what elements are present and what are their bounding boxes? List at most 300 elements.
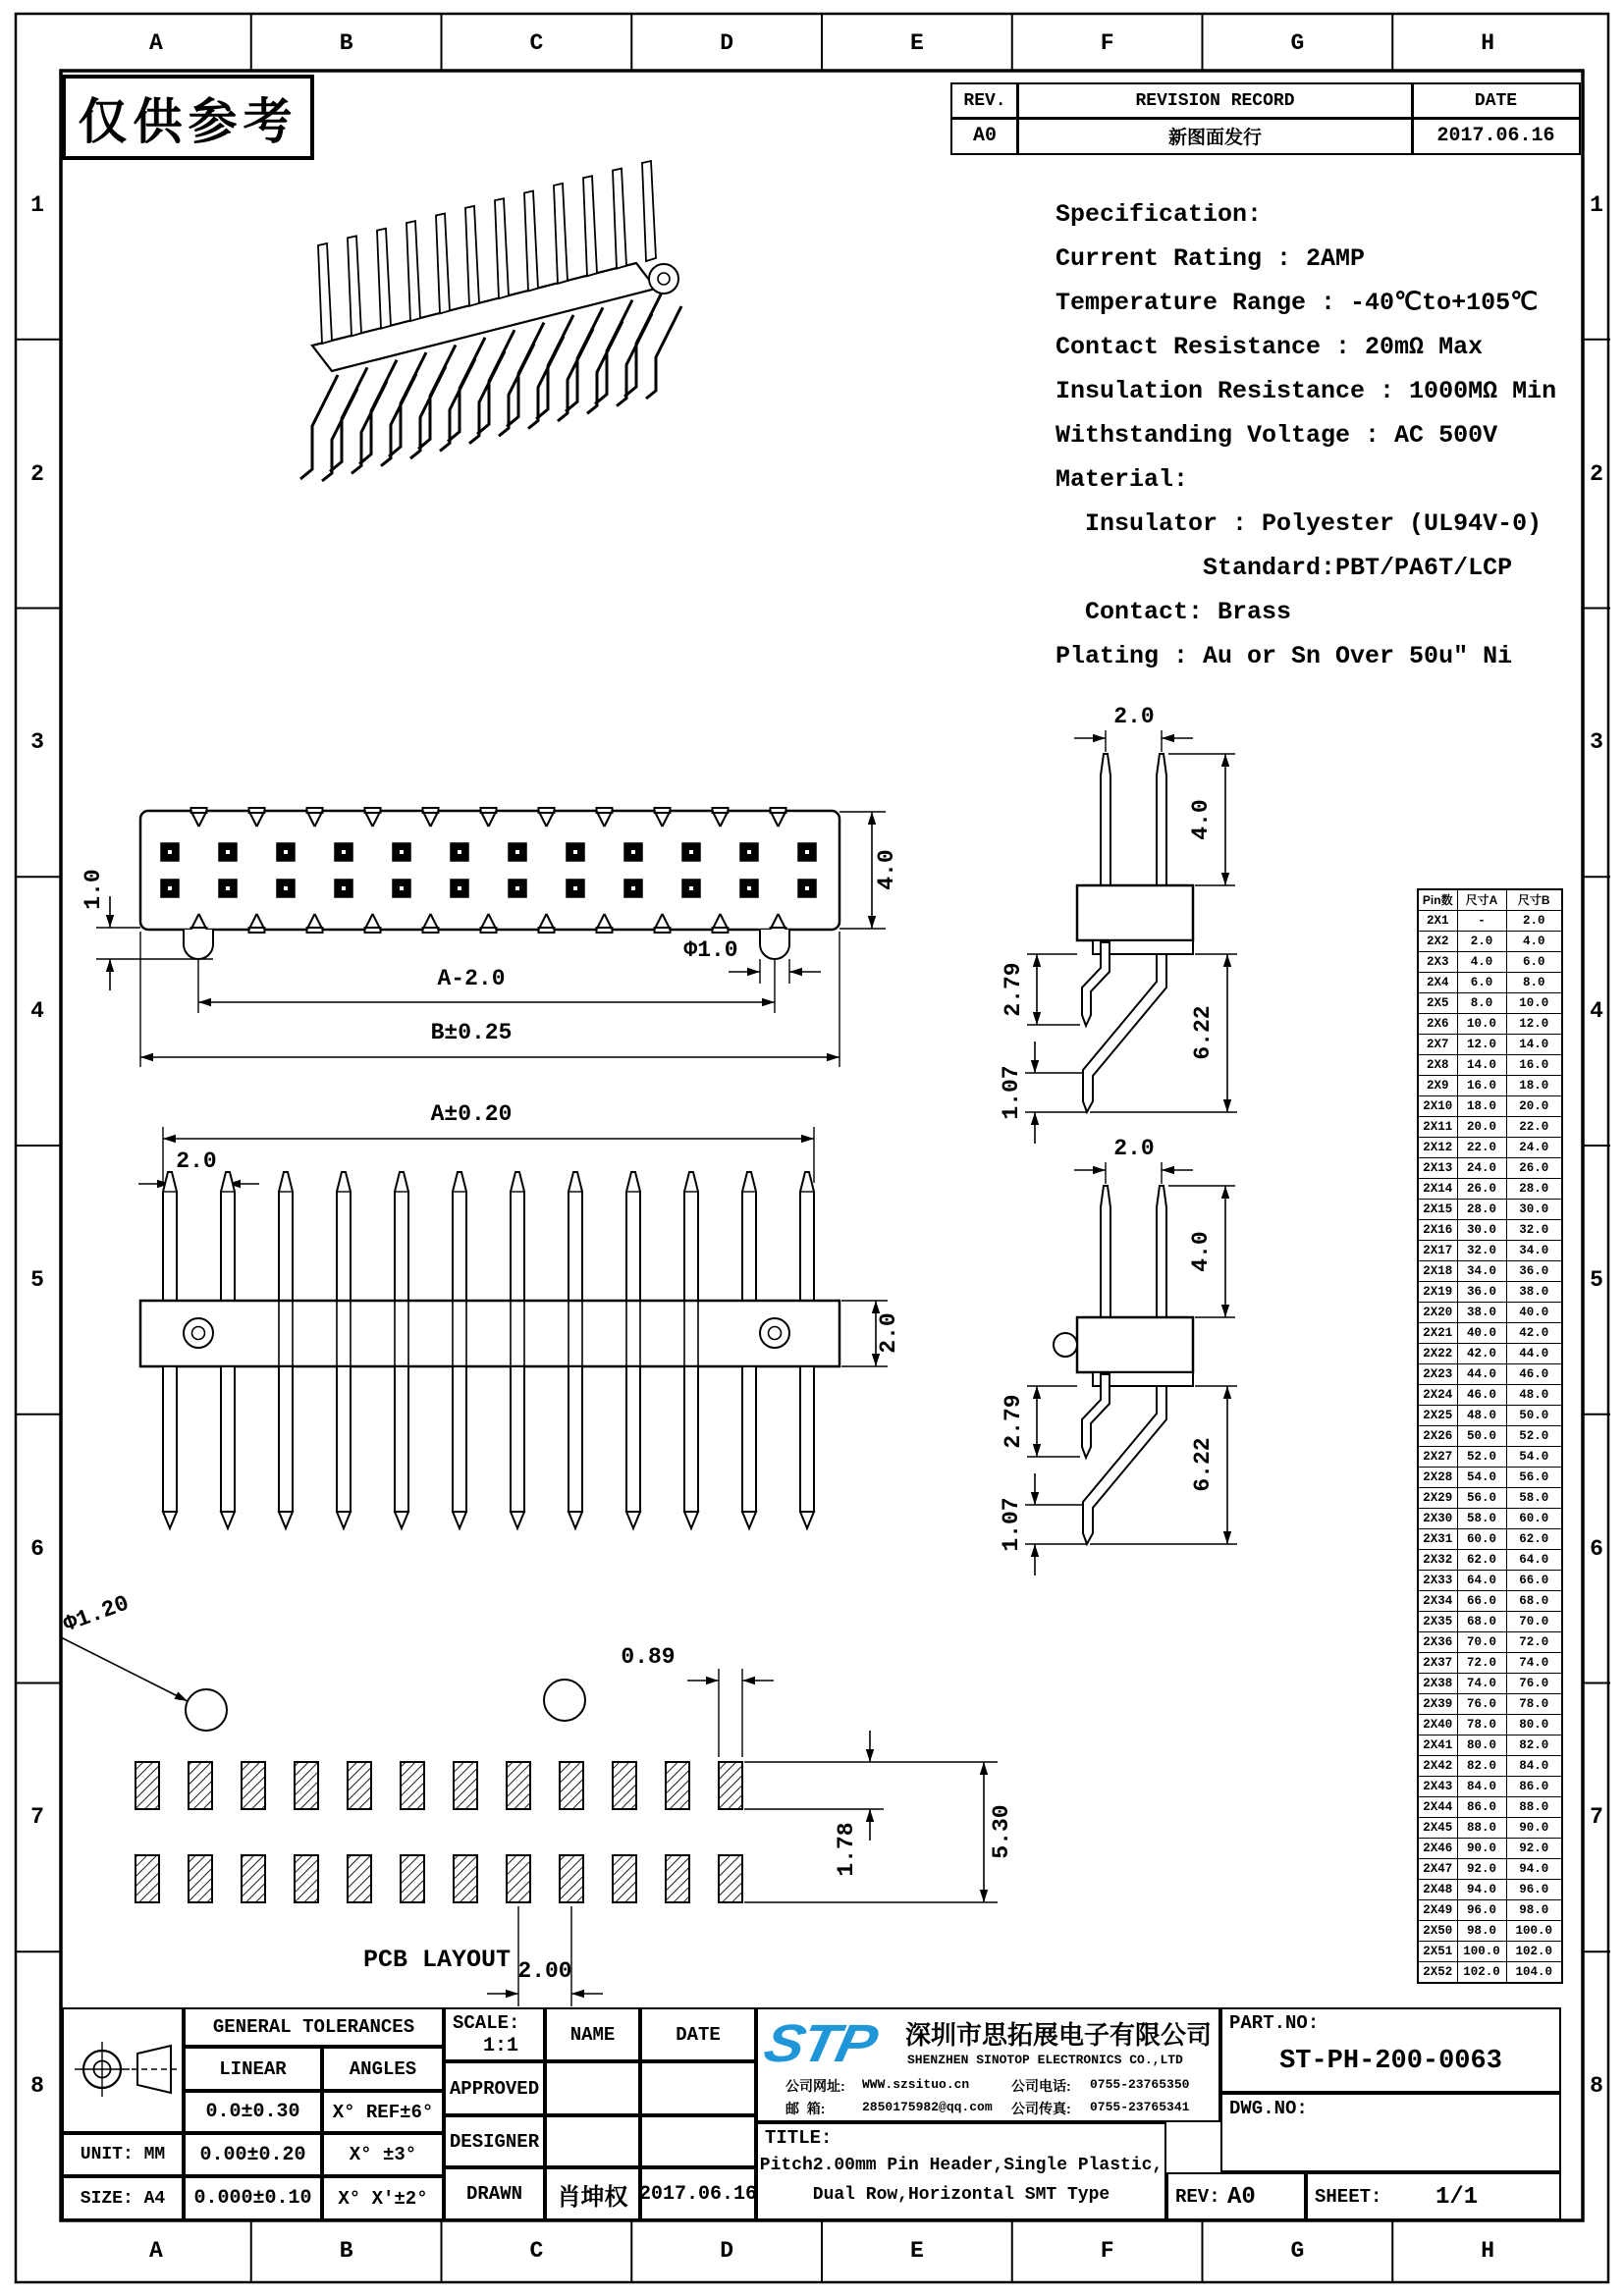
pin-table-cell: 2X24 [1418,1385,1457,1406]
pin-table-cell: 2X20 [1418,1303,1457,1323]
grid-row-label-left: 2 [30,460,44,487]
grid-col-label-top: A [148,30,163,56]
pin-table-cell: 26.0 [1457,1179,1506,1200]
dim-label: 2.79 [1001,962,1026,1017]
tolerance-linear-3: 0.000±0.10 [184,2176,322,2220]
pin-table-cell: 2X28 [1418,1468,1457,1488]
pin-table-cell: 6.0 [1506,952,1562,973]
pin-table-cell: 2X45 [1418,1818,1457,1839]
pin-table-cell: 72.0 [1457,1653,1506,1674]
pin-table-row [1418,1674,1562,1694]
pin-table-cell: 2X25 [1418,1406,1457,1426]
pin-table-cell: 2X1 [1418,911,1457,932]
grid-col-label-bottom: A [148,2238,163,2264]
pin-table-row [1418,1035,1562,1055]
drawn-name-cell: 肖坤权 [545,2167,640,2220]
sheet-label: SHEET: [1315,2186,1382,2208]
pin-table-cell: 2X14 [1418,1179,1457,1200]
pin-table-cell: 32.0 [1506,1220,1562,1241]
pin-table-cell: 2.0 [1457,932,1506,952]
pin-table-cell: 24.0 [1506,1138,1562,1158]
pin-table-cell: 82.0 [1506,1735,1562,1756]
unit-cell: UNIT: MM [62,2133,184,2176]
pin-table-cell: 36.0 [1506,1261,1562,1282]
part-no-cell [1220,2007,1561,2093]
pin-table-cell: 56.0 [1457,1488,1506,1509]
pin-table-cell: 102.0 [1506,1942,1562,1962]
pin-table-row [1418,1777,1562,1797]
company-fax: 0755-23765341 [1090,2100,1190,2114]
pin-table-cell: 2X30 [1418,1509,1457,1529]
pin-table-cell: 2X21 [1418,1323,1457,1344]
pin-table-cell: 46.0 [1506,1364,1562,1385]
grid-row-label-right: 6 [1590,1535,1603,1562]
pin-table-cell: 2X48 [1418,1880,1457,1900]
pin-table-cell: 2X35 [1418,1612,1457,1632]
pin-table-header-pins: Pin数 [1418,889,1457,911]
pin-table-row [1418,1055,1562,1076]
grid-row-label-left: 8 [30,2073,44,2100]
dim-label: 2.0 [1113,704,1155,729]
pin-table-cell: 46.0 [1457,1385,1506,1406]
pin-table-row [1418,1715,1562,1735]
grid-row-label-right: 3 [1590,729,1603,756]
pin-table-cell: 70.0 [1457,1632,1506,1653]
grid-col-label-bottom: G [1290,2238,1305,2264]
pin-table-row [1418,1138,1562,1158]
pin-table-cell: 78.0 [1506,1694,1562,1715]
pin-table-cell: 2X26 [1418,1426,1457,1447]
pin-table-cell: 26.0 [1506,1158,1562,1179]
pin-table-cell: 100.0 [1457,1942,1506,1962]
pin-table-cell: 34.0 [1506,1241,1562,1261]
pin-table-cell: 54.0 [1506,1447,1562,1468]
pin-table-cell: 2X7 [1418,1035,1457,1055]
pin-table-row [1418,1632,1562,1653]
scale-cell [444,2007,545,2061]
sheet-cell [1306,2172,1561,2220]
tolerances-angles-header: ANGLES [322,2047,444,2091]
pin-table-cell: 48.0 [1506,1385,1562,1406]
pin-table-cell: 20.0 [1506,1096,1562,1117]
pin-table-cell: 56.0 [1506,1468,1562,1488]
grid-row-label-right: 5 [1590,1266,1603,1293]
pin-table-cell: 88.0 [1457,1818,1506,1839]
pin-table-cell: 2X34 [1418,1591,1457,1612]
company-email-label: 邮 箱: [785,2101,826,2116]
pin-table-row [1418,1735,1562,1756]
pin-table-cell: 50.0 [1506,1406,1562,1426]
pin-table-cell: 2X41 [1418,1735,1457,1756]
pin-table-cell: 4.0 [1457,952,1506,973]
spec-line: Insulator : Polyester (UL94V-0) [1056,509,1543,538]
scale-value: 1:1 [483,2035,519,2057]
pin-table-cell: 70.0 [1506,1612,1562,1632]
pin-table-cell: 92.0 [1457,1859,1506,1880]
pin-table-cell: 2X19 [1418,1282,1457,1303]
tolerances-title: GENERAL TOLERANCES [184,2007,444,2047]
pin-table-cell: 44.0 [1457,1364,1506,1385]
pin-table-cell: 84.0 [1506,1756,1562,1777]
pin-table-row [1418,1900,1562,1921]
pin-table-row [1418,1509,1562,1529]
pin-table-cell: 2X50 [1418,1921,1457,1942]
pin-table-cell: 48.0 [1457,1406,1506,1426]
grid-row-label-right: 1 [1590,191,1603,218]
dwg-no-cell [1220,2093,1561,2172]
designer-date-cell [640,2115,756,2167]
pin-table-cell: 2.0 [1506,911,1562,932]
spec-line: Standard:PBT/PA6T/LCP [1056,554,1513,582]
revision-header-record: REVISION RECORD [1016,82,1414,120]
pin-table-row [1418,1818,1562,1839]
pin-table-cell: 2X11 [1418,1117,1457,1138]
dim-label: 1.07 [999,1065,1024,1120]
pin-table-cell: 32.0 [1457,1241,1506,1261]
pin-table-row [1418,1797,1562,1818]
pin-table-cell: 2X18 [1418,1261,1457,1282]
pin-table-row [1418,1880,1562,1900]
grid-row-label-left: 1 [30,191,44,218]
pin-table-cell: 38.0 [1457,1303,1506,1323]
company-name-en: SHENZHEN SINOTOP ELECTRONICS CO.,LTD [907,2053,1183,2067]
grid-col-label-bottom: D [720,2238,734,2264]
pin-table-row [1418,1323,1562,1344]
pin-table-cell: 74.0 [1457,1674,1506,1694]
dim-label: 1.07 [999,1497,1024,1552]
pin-table-cell: 2X42 [1418,1756,1457,1777]
tolerance-angle-3: X° X'±2° [322,2176,444,2220]
pin-table-row [1418,1839,1562,1859]
pin-table-row [1418,1406,1562,1426]
sheet-value: 1/1 [1435,2184,1479,2211]
pin-table-row [1418,1220,1562,1241]
pin-table-cell: 42.0 [1457,1344,1506,1364]
pin-table-cell: 68.0 [1457,1612,1506,1632]
projection-symbol-cell [62,2007,184,2133]
tolerance-angle-2: X° ±3° [322,2133,444,2176]
reference-only-text: 仅供参考 [78,93,298,149]
grid-col-label-top: G [1290,30,1305,56]
hole-dia-label: Φ1.20 [60,1590,133,1638]
pin-table-cell: 2X51 [1418,1942,1457,1962]
company-phone: 0755-23765350 [1090,2077,1190,2092]
spec-line: Material: [1056,465,1189,494]
pin-table-row [1418,1694,1562,1715]
pin-table-row [1418,1364,1562,1385]
pin-table-row [1418,1158,1562,1179]
pin-table-cell: 10.0 [1506,993,1562,1014]
grid-row-label-right: 7 [1590,1804,1603,1831]
pin-table-cell: 2X5 [1418,993,1457,1014]
pin-table-cell: 2X17 [1418,1241,1457,1261]
pin-table-cell: 2X10 [1418,1096,1457,1117]
spec-line: Insulation Resistance : 1000MΩ Min [1056,377,1557,405]
pin-table-cell: 18.0 [1457,1096,1506,1117]
designer-name-cell [545,2115,640,2167]
dim-label: 2.00 [517,1958,572,1984]
pin-table-cell: 86.0 [1457,1797,1506,1818]
pin-table-row [1418,1117,1562,1138]
part-no-label: PART.NO: [1229,2012,1320,2034]
pin-table-cell: 28.0 [1457,1200,1506,1220]
dim-label: 2.0 [876,1312,901,1354]
dim-label: 0.89 [621,1644,676,1670]
pin-table-cell: 72.0 [1506,1632,1562,1653]
pin-table-cell: 2X44 [1418,1797,1457,1818]
pin-table-row [1418,1612,1562,1632]
pin-table-cell: 94.0 [1506,1859,1562,1880]
rev-label: REV: [1175,2186,1220,2208]
pin-table-row [1418,973,1562,993]
grid-col-label-top: E [909,30,924,56]
pin-table-cell: 2X13 [1418,1158,1457,1179]
pin-table-row [1418,1261,1562,1282]
pin-table-cell: 44.0 [1506,1344,1562,1364]
pin-table-cell: 104.0 [1506,1962,1562,1984]
pin-table-cell: 28.0 [1506,1179,1562,1200]
pin-table-body [1418,911,1562,1984]
pin-table-cell: 2X15 [1418,1200,1457,1220]
pin-table-cell: 2X12 [1418,1138,1457,1158]
tolerance-linear-2: 0.00±0.20 [184,2133,322,2176]
pin-table-row [1418,1571,1562,1591]
pin-table-cell: 2X31 [1418,1529,1457,1550]
pin-table-cell: 38.0 [1506,1282,1562,1303]
pin-table-row [1418,1653,1562,1674]
pin-table-cell: 14.0 [1457,1055,1506,1076]
reference-only-stamp [62,75,314,160]
dim-label: B±0.25 [430,1020,513,1045]
isometric-view [300,161,681,481]
drawing-title-line1: Pitch2.00mm Pin Header,Single Plastic, [759,2156,1164,2175]
approved-label-cell: APPROVED [444,2061,545,2115]
tolerances-linear-header: LINEAR [184,2047,322,2091]
dim-label: Φ1.0 [683,937,738,963]
grid-row-label-left: 4 [30,998,44,1025]
company-website: WWW.szsituo.cn [862,2077,970,2092]
top-view [81,808,899,1067]
pin-table-row [1418,1447,1562,1468]
spec-line: Current Rating : 2AMP [1056,244,1366,273]
pin-table-cell: 86.0 [1506,1777,1562,1797]
pin-table-row [1418,1014,1562,1035]
grid-col-label-top: C [529,30,544,56]
pin-table-cell: 30.0 [1457,1220,1506,1241]
pin-table-cell: 64.0 [1457,1571,1506,1591]
pin-table-row [1418,1426,1562,1447]
dim-label: 4.0 [1188,799,1214,840]
tolerance-linear-1: 0.0±0.30 [184,2091,322,2133]
dim-label: 5.30 [989,1804,1014,1859]
pin-table-cell: 40.0 [1457,1323,1506,1344]
company-phone-label: 公司电话: [1011,2078,1071,2094]
pin-table-row [1418,1468,1562,1488]
grid-col-label-bottom: F [1100,2238,1114,2264]
pin-table-cell: 22.0 [1506,1117,1562,1138]
pin-table-row [1418,1550,1562,1571]
pin-table-cell: 2X16 [1418,1220,1457,1241]
title-label: TITLE: [765,2127,833,2149]
specification-block [1056,192,1586,678]
pin-table-row [1418,1591,1562,1612]
pcb-layout-caption: PCB LAYOUT [362,1946,512,1974]
grid-row-label-right: 4 [1590,998,1603,1025]
side-view-lower [999,1136,1237,1575]
pin-table-cell: 76.0 [1457,1694,1506,1715]
dim-label: 4.0 [1188,1231,1214,1272]
pin-table-cell: 66.0 [1506,1571,1562,1591]
pin-size-table [1417,888,1563,1984]
pin-table-cell: 62.0 [1457,1550,1506,1571]
pin-table-cell: 36.0 [1457,1282,1506,1303]
company-email: 2850175982@qq.com [862,2100,993,2114]
grid-row-label-left: 6 [30,1535,44,1562]
pin-table-cell: 80.0 [1506,1715,1562,1735]
pin-table-row [1418,993,1562,1014]
grid-row-label-right: 8 [1590,2073,1603,2100]
pin-table-cell: 64.0 [1506,1550,1562,1571]
pin-table-cell: 2X9 [1418,1076,1457,1096]
pin-table-cell: 2X52 [1418,1962,1457,1984]
size-cell: SIZE: A4 [62,2176,184,2220]
rev-value: A0 [1227,2184,1256,2211]
dim-label: 6.22 [1190,1437,1216,1492]
pin-table-row [1418,911,1562,932]
pin-table-cell: 52.0 [1457,1447,1506,1468]
pin-table-cell: 18.0 [1506,1076,1562,1096]
pin-table-cell: 2X23 [1418,1364,1457,1385]
approved-date-cell [640,2061,756,2115]
pin-table-cell: 16.0 [1506,1055,1562,1076]
pin-table-row [1418,1241,1562,1261]
pin-table-row [1418,1096,1562,1117]
pin-table-cell: 16.0 [1457,1076,1506,1096]
pin-table-cell: 2X8 [1418,1055,1457,1076]
front-view [138,1101,901,1528]
pin-table-cell: 2X3 [1418,952,1457,973]
pin-table-row [1418,1076,1562,1096]
drawn-label-cell: DRAWN [444,2167,545,2220]
grid-row-label-left: 7 [30,1804,44,1831]
pin-table-cell: 24.0 [1457,1158,1506,1179]
pin-table-cell: 76.0 [1506,1674,1562,1694]
pin-table-cell: 2X39 [1418,1694,1457,1715]
grid-col-label-bottom: E [909,2238,924,2264]
dim-label: 6.22 [1190,1005,1216,1060]
pin-table-row [1418,1756,1562,1777]
pin-table-cell: 66.0 [1457,1591,1506,1612]
pin-table-cell: 2X47 [1418,1859,1457,1880]
pin-table-cell: 98.0 [1457,1921,1506,1942]
pin-table-cell: 92.0 [1506,1839,1562,1859]
pin-table-cell: 8.0 [1457,993,1506,1014]
dwg-no-label: DWG.NO: [1229,2098,1308,2119]
approved-name-cell [545,2061,640,2115]
pin-table-cell: 2X33 [1418,1571,1457,1591]
pin-table-cell: 2X36 [1418,1632,1457,1653]
pin-table-cell: 54.0 [1457,1468,1506,1488]
company-name-cn: 深圳市思拓展电子有限公司 [905,2020,1213,2050]
grid-row-label-left: 3 [30,729,44,756]
tolerance-angle-1: X° REF±6° [322,2091,444,2133]
pin-table-row [1418,1488,1562,1509]
pin-table-cell: 2X29 [1418,1488,1457,1509]
spec-line: Temperature Range : -40℃to+105℃ [1056,289,1539,317]
pin-table-cell: 52.0 [1506,1426,1562,1447]
grid-row-label-left: 5 [30,1266,44,1293]
pin-table-cell: 78.0 [1457,1715,1506,1735]
dim-label: A±0.20 [430,1101,513,1127]
dim-label: 2.0 [1113,1136,1155,1161]
grid-col-label-bottom: B [339,2238,353,2264]
name-header-cell: NAME [545,2007,640,2061]
pcb-layout [60,1590,1014,2006]
dim-label: 4.0 [874,849,899,890]
pin-table-cell: 50.0 [1457,1426,1506,1447]
pin-table-cell: 60.0 [1457,1529,1506,1550]
company-block [756,2007,1220,2122]
spec-line: Contact: Brass [1056,598,1292,626]
pin-table-row [1418,1179,1562,1200]
pin-table-row [1418,932,1562,952]
pin-table-cell: 62.0 [1506,1529,1562,1550]
pin-table-cell: 2X37 [1418,1653,1457,1674]
pin-table-cell: 82.0 [1457,1756,1506,1777]
pin-table-cell: - [1457,911,1506,932]
drawing-title-line2: Dual Row,Horizontal SMT Type [812,2185,1110,2205]
pin-table-cell: 6.0 [1457,973,1506,993]
company-website-label: 公司网址: [785,2078,845,2094]
revision-record-value: 新图面发行 [1016,117,1414,155]
pin-table-cell: 58.0 [1457,1509,1506,1529]
revision-header-date: DATE [1411,82,1581,120]
pin-table-cell: 74.0 [1506,1653,1562,1674]
grid-col-label-top: F [1100,30,1114,56]
side-view-upper [999,704,1237,1144]
pin-table-header-dim-b: 尺寸B [1506,889,1562,911]
grid-col-label-bottom: H [1481,2238,1495,2264]
pin-table-cell: 12.0 [1457,1035,1506,1055]
company-logo: STP [759,2014,881,2073]
pin-table-cell: 2X43 [1418,1777,1457,1797]
pin-table-cell: 88.0 [1506,1797,1562,1818]
pin-table-cell: 96.0 [1506,1880,1562,1900]
pin-table-cell: 2X4 [1418,973,1457,993]
dim-label: 2.0 [176,1148,217,1174]
spec-line: Specification: [1056,200,1263,229]
pin-table-row [1418,1942,1562,1962]
pin-table-cell: 58.0 [1506,1488,1562,1509]
pin-table-cell: 94.0 [1457,1880,1506,1900]
pin-table-row [1418,952,1562,973]
drawn-date-cell: 2017.06.16 [640,2167,756,2220]
pin-table-row [1418,1859,1562,1880]
spec-line: Plating : Au or Sn Over 50u″ Ni [1056,642,1513,670]
pin-table-row [1418,1344,1562,1364]
rev-cell [1166,2172,1306,2220]
pin-table-cell: 8.0 [1506,973,1562,993]
pin-table-cell: 98.0 [1506,1900,1562,1921]
pin-table-row [1418,1385,1562,1406]
dim-label: 1.0 [81,869,106,910]
pin-table-cell: 2X32 [1418,1550,1457,1571]
pin-table-cell: 90.0 [1506,1818,1562,1839]
pin-table-cell: 30.0 [1506,1200,1562,1220]
title-box [756,2122,1166,2220]
pin-table-cell: 2X22 [1418,1344,1457,1364]
grid-col-label-top: D [720,30,734,56]
